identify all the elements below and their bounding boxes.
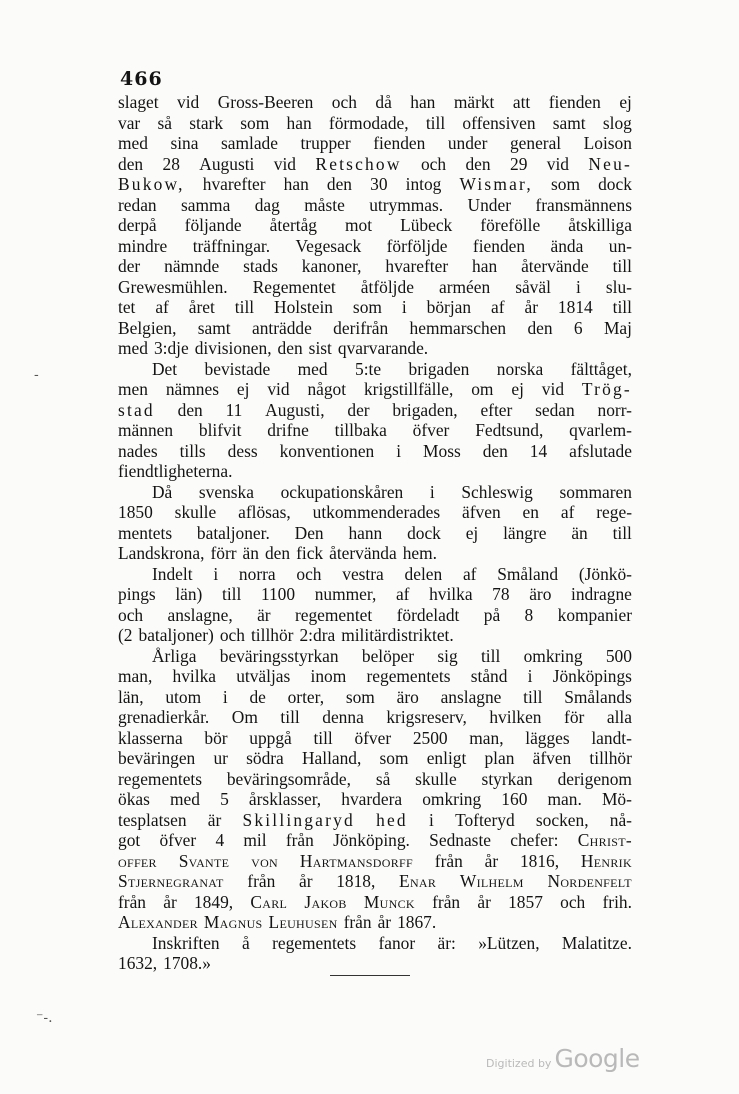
text-line: med sina samlade trupper fienden under general Loison — [118, 133, 632, 153]
text-line: från år 1849, Carl Jakob Munck från år 1857 och frih. — [118, 891, 632, 912]
text-line: Då svenska ockupationskåren i Schleswig sommaren — [152, 481, 632, 502]
watermark-brand: Google — [554, 1044, 640, 1073]
text-line: län, utom i de orter, som äro anslagne till Smålands — [118, 686, 632, 707]
text-line: Det bevistade med 5:te brigaden norska fälttåget, — [152, 358, 632, 379]
text-line: med 3:dje divisionen, den sist qvarvarande. — [118, 338, 429, 358]
text-line: fiendtligheterna. — [118, 461, 233, 481]
text-line: pings län) till 1100 nummer, af hvilka 78 äro indragne — [118, 584, 632, 604]
text-line: Indelt i norra och vestra delen af Småland (Jönkö- — [152, 563, 632, 584]
text-line: mentets bataljoner. Den hann dock ej längre än till — [118, 522, 632, 543]
body-text — [118, 92, 632, 974]
text-line: stad den 11 Augusti, der brigaden, efter sedan norr- — [118, 399, 632, 420]
text-line: var så stark som han förmodade, till offensiven samt slog — [118, 112, 632, 133]
text-line: tet af året till Holstein som i början af år 1814 till — [118, 297, 632, 317]
text-line: derpå följande återtåg mot Lübeck förefölle åtskilliga — [118, 215, 632, 235]
text-line: Årliga beväringsstyrkan belöper sig till omkring 500 — [152, 645, 632, 666]
text-line: got öfver 4 mil från Jönköping. Sednaste chefer: Christ- — [118, 830, 632, 850]
text-line: ökas med 5 årsklasser, hvardera omkring 160 man. Mö- — [118, 789, 632, 809]
text-line: men nämnes ej vid något krigstillfälle, om ej vid Trög- — [118, 379, 632, 399]
text-line: beväringen ur södra Halland, som enligt plan äfven tillhör — [118, 748, 632, 768]
text-line: Belgien, samt anträdde derifrån hemmarschen den 6 Maj — [118, 317, 632, 338]
text-line: 1850 skulle aflösas, utkommenderades äfven en af rege- — [118, 502, 632, 522]
text-line: den 28 Augusti vid Retschow och den 29 vid Neu- — [118, 153, 632, 174]
text-line: Grewesmühlen. Regementet åtföljde arméen såväl i slu- — [118, 276, 632, 297]
text-line: man, hvilka utväljas inom regementets stånd i Jönköpings — [118, 666, 632, 686]
text-line: männen blifvit drifne tillbaka öfver Fedtsund, qvarlem- — [118, 420, 632, 440]
text-line: grenadierkår. Om till denna krigsreserv, hvilken för alla — [118, 707, 632, 727]
end-rule — [330, 975, 410, 976]
text-line: Inskriften å regementets fanor är: »Lützen, Malatitze. — [152, 932, 632, 953]
text-line: 1632, 1708.» — [118, 953, 211, 973]
page-number: 466 — [120, 68, 163, 90]
digitized-watermark — [486, 1044, 640, 1073]
text-line: offer Svante von Hartmansdorff från år 1816, Henrik — [118, 850, 632, 871]
text-line: mindre träffningar. Vegesack förföljde fienden ända un- — [118, 235, 632, 256]
text-line: Alexander Magnus Leuhusen från år 1867. — [118, 912, 437, 932]
text-line: tesplatsen är Skillingaryd hed i Tofteryd socken, nå- — [118, 809, 632, 830]
text-line: Stjernegranat från år 1818, Enar Wilhelm Nordenfelt — [118, 871, 632, 891]
text-line: och anslagne, är regementet fördeladt på 8 kompanier — [118, 604, 632, 625]
text-line: redan samma dag måste utrymmas. Under fransmännens — [118, 194, 632, 215]
text-line: nades tills dess konventionen i Moss den 14 afslutade — [118, 440, 632, 461]
margin-mark-left: - — [34, 367, 39, 383]
text-line: der nämnde stads kanoner, hvarefter han återvände till — [118, 256, 632, 276]
watermark-prefix: Digitized by — [486, 1057, 552, 1070]
text-line: regementets beväringsområde, så skulle styrkan derigenom — [118, 768, 632, 789]
text-line: Bukow, hvarefter han den 30 intog Wismar, som dock — [118, 174, 632, 194]
text-line: Landskrona, förr än den fick återvända hem. — [118, 543, 438, 563]
text-line: klasserna bör uppgå till öfver 2500 man, lägges landt- — [118, 727, 632, 748]
text-line: slaget vid Gross-Beeren och då han märkt att fienden ej — [118, 92, 632, 112]
text-line: (2 bataljoner) och tillhör 2:dra militärdistriktet. — [118, 625, 454, 645]
margin-mark-bottom: ⁻‐. — [36, 1010, 53, 1026]
